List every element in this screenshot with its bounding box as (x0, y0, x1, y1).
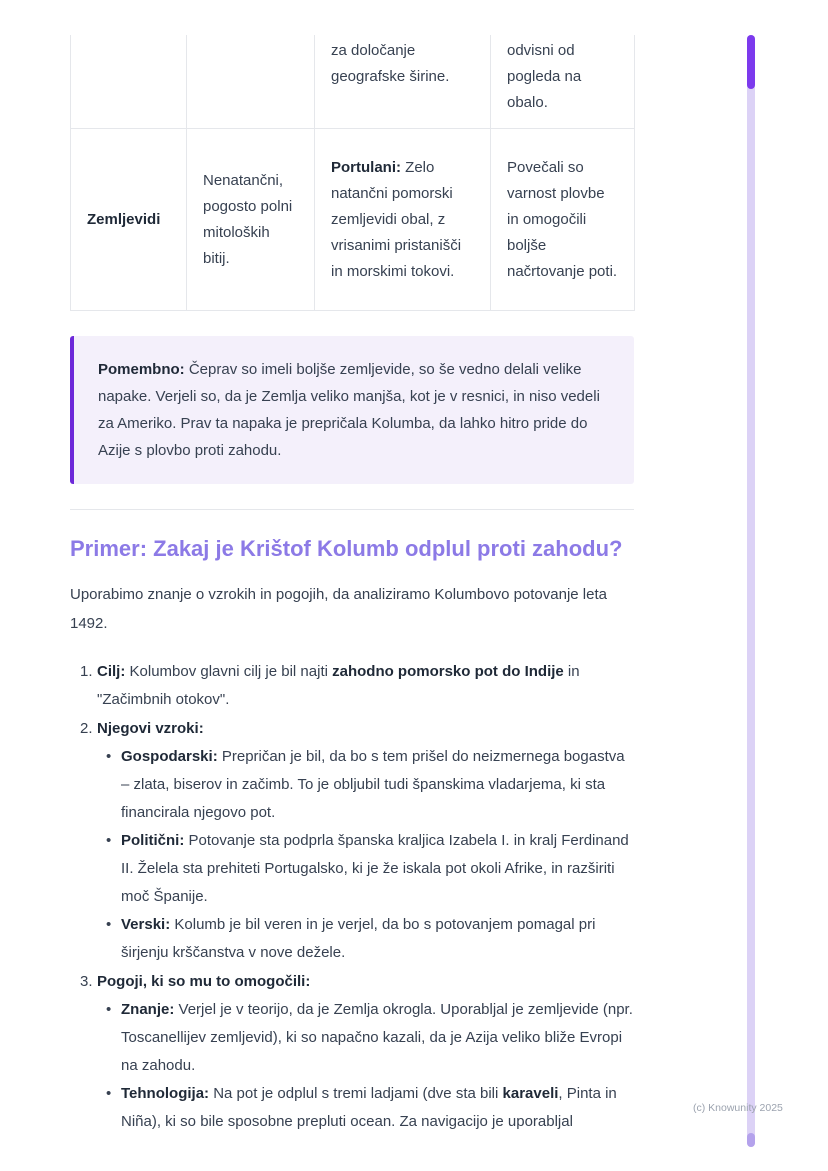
bullet-item (97, 911, 634, 967)
section-heading: Primer: Zakaj je Krištof Kolumb odplul proti zahodu? (70, 536, 623, 561)
callout-text: Čeprav so imeli boljše zemljevide, so še vedno delali velike napake. Verjeli so, da je Zemlja veliko manjša, kot je v resnici, in niso vedeli za Ameriko. Prav ta napaka je prepričala Kolumba, da lahko hitro pride do Azije s plovbo proti zahodu. (98, 361, 600, 459)
list-item-body (97, 968, 634, 1136)
bullet-icon: • (106, 1001, 112, 1018)
table-cell (491, 35, 635, 129)
bullet-text (121, 827, 634, 911)
table-cell (315, 129, 491, 311)
table-cell (315, 35, 491, 129)
table-cell-empty (71, 35, 187, 129)
text-bold: Znanje: (121, 1001, 175, 1018)
table-row-zemljevidi (71, 129, 635, 311)
list-item-body (97, 715, 634, 967)
text: Prepričan je bil, da bo s tem prišel do neizmernega bogastva – zlata, biserov in začimb. To je obljubil tudi španskima vladarjema, ki sta financirala njegovo pot. (121, 748, 625, 821)
table-row-partial (71, 35, 635, 129)
text-bold: Politični: (121, 832, 185, 849)
list-item-3 (70, 968, 634, 1136)
list-number: 1. (80, 663, 93, 680)
important-callout (70, 336, 634, 484)
list-number: 2. (80, 720, 93, 737)
list-item-2 (70, 715, 634, 967)
list-item-1 (70, 658, 634, 714)
comparison-table (70, 35, 635, 311)
scrollbar[interactable] (747, 35, 755, 1147)
section-divider (70, 509, 634, 510)
callout-label: Pomembno: (98, 361, 185, 378)
list-item-title (97, 968, 634, 996)
bullet-text (121, 743, 634, 827)
text: Verjel je v teorijo, da je Zemlja okrogla. Uporabljal je zemljevide (npr. Toscanellijev zemljevid), ki so napačno kazali, da je Azija veliko bliže Evropi na zahodu. (121, 1001, 633, 1074)
section-intro: Uporabimo znanje o vzrokih in pogojih, da analiziramo Kolumbovo potovanje leta 1492. (70, 586, 607, 632)
text: , Pinta in Niña), ki so bile sposobne prepluti ocean. Za navigacijo je uporabljal (121, 1085, 617, 1130)
text-bold: Verski: (121, 916, 171, 933)
bullet-icon: • (106, 916, 112, 933)
ordered-list (70, 658, 634, 1136)
text-bold: Pogoji, ki so mu to omogočili: (97, 973, 311, 990)
text-bold: karaveli (502, 1085, 559, 1102)
cell-text: Zelo natančni pomorski zemljevidi obal, z vrisanimi pristanišči in morskimi tokovi. (331, 158, 462, 280)
watermark-credit: (c) Knowunity 2025 (693, 1102, 783, 1114)
text: in "Začimbnih otokov". (97, 663, 580, 708)
bullet-list (97, 996, 634, 1136)
cell-text: odvisni od pogleda na obalo. (507, 42, 582, 111)
text: Kolumbov glavni cilj je bil najti (125, 663, 333, 680)
text-bold: Tehnologija: (121, 1085, 210, 1102)
text: Kolumb je bil veren in je verjel, da bo s potovanjem pomagal pri širjenju krščanstva v nove dežele. (121, 916, 596, 961)
bullet-icon: • (106, 832, 112, 849)
table-cell-empty (187, 35, 315, 129)
table-cell: Povečali so varnost plovbe in omogočili boljše načrtovanje poti. (491, 129, 635, 311)
list-number: 3. (80, 973, 93, 990)
bullet-item (97, 827, 634, 911)
list-item-body (97, 658, 634, 714)
bullet-item (97, 996, 634, 1080)
bullet-item (97, 743, 634, 827)
text-bold: zahodno pomorsko pot do Indije (332, 663, 564, 680)
bullet-icon: • (106, 748, 112, 765)
scrollbar-bottom-cap (747, 1133, 755, 1147)
table-row-header: Zemljevidi (71, 129, 187, 311)
table-cell: Nenatančni, pogosto polni mitoloških bitij. (187, 129, 315, 311)
cell-text: za določanje geografske širine. (331, 42, 450, 85)
document-content (70, 35, 634, 1137)
text: Na pot je odplul s tremi ladjami (dve sta bili (209, 1085, 503, 1102)
bullet-icon: • (106, 1085, 112, 1102)
text: Potovanje sta podprla španska kraljica Izabela I. in kralj Ferdinand II. Želela sta prehiteti Portugalsko, ki je že iskala pot okoli Afrike, in razširiti moč Španije. (121, 832, 629, 905)
text-bold: Gospodarski: (121, 748, 218, 765)
text-bold: Cilj: (97, 663, 126, 680)
scrollbar-thumb[interactable] (747, 35, 755, 89)
bullet-text (121, 1080, 634, 1136)
bullet-text (121, 911, 634, 967)
list-item-title (97, 715, 634, 743)
cell-text-bold: Portulani: (331, 158, 401, 176)
bullet-list (97, 743, 634, 967)
bullet-text (121, 996, 634, 1080)
text-bold: Njegovi vzroki: (97, 720, 204, 737)
bullet-item (97, 1080, 634, 1136)
